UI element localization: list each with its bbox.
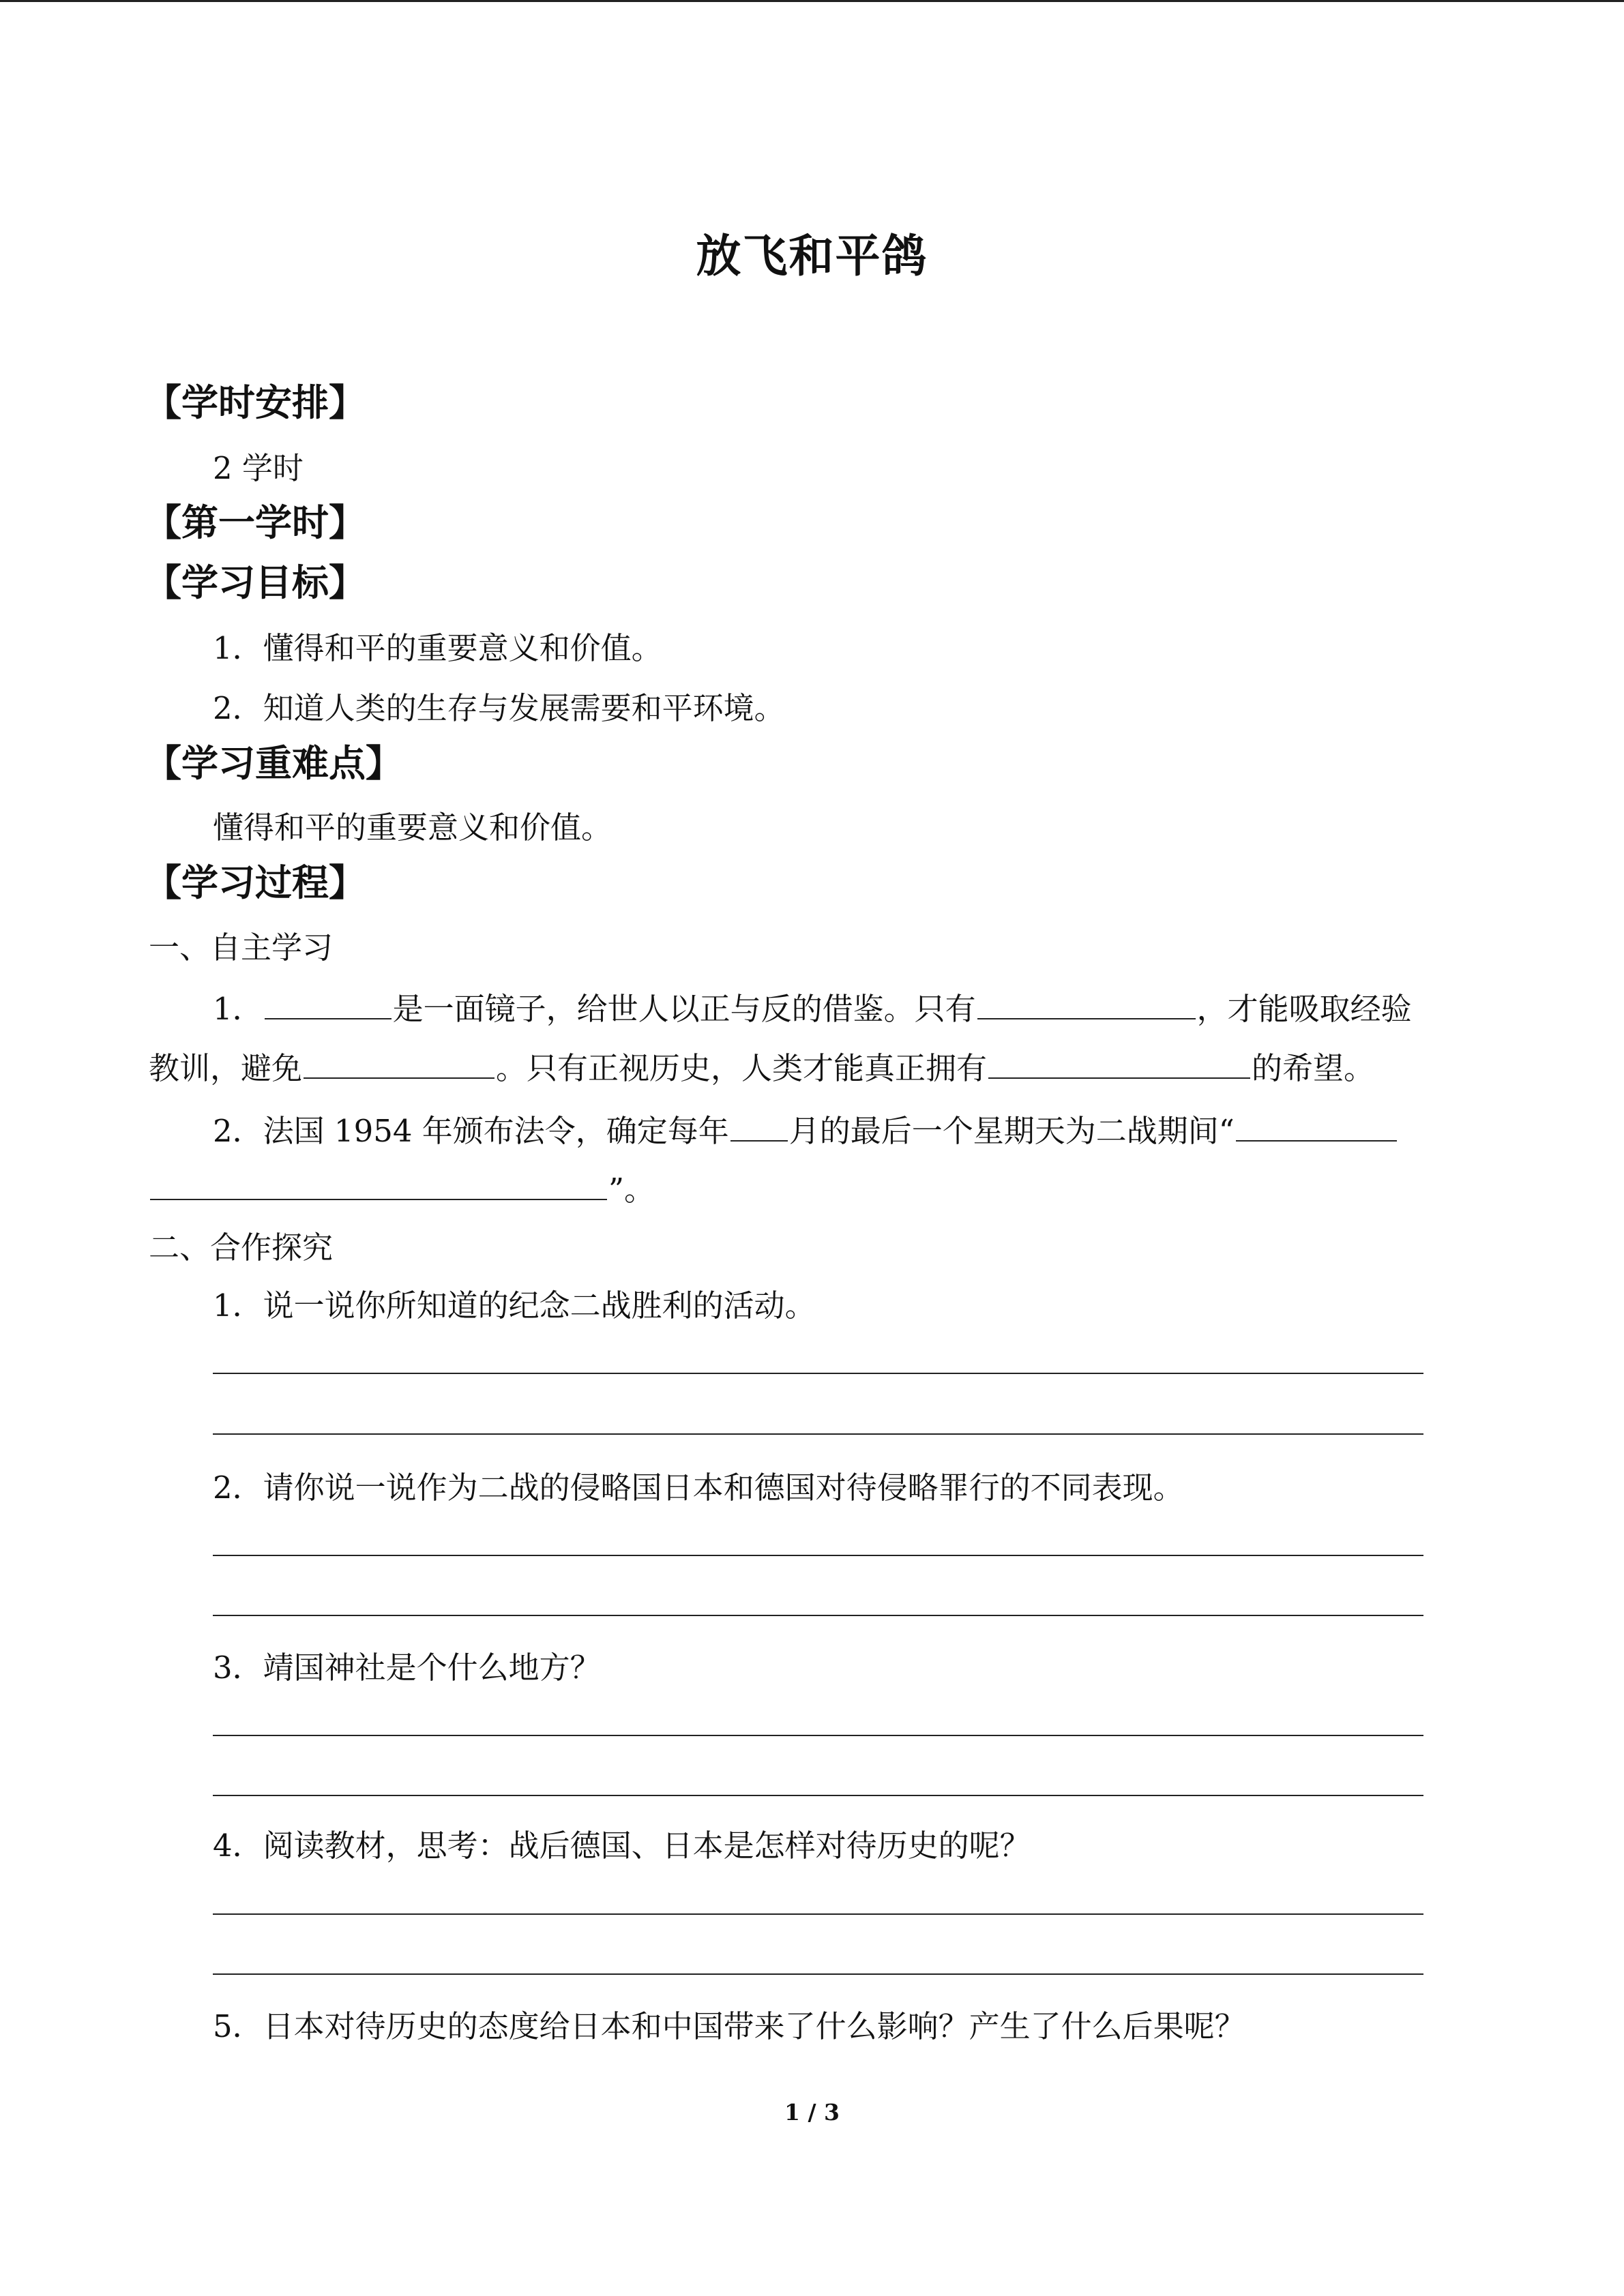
question-text: 的希望。 <box>1252 1050 1375 1086</box>
answer-line[interactable] <box>213 1615 1423 1616</box>
fill-question-1-line-2 <box>149 1043 1374 1088</box>
document-title: 放飞和平鸽 <box>696 229 928 282</box>
discussion-question: 3．靖国神社是个什么地方？ <box>213 1650 601 1686</box>
answer-line[interactable] <box>213 1433 1423 1435</box>
answer-line[interactable] <box>213 1735 1423 1736</box>
answer-line[interactable] <box>213 1795 1423 1796</box>
fill-question-2-line-2 <box>149 1165 655 1209</box>
discussion-question: 1．说一说你所知道的纪念二战胜利的活动。 <box>213 1287 816 1324</box>
page-number: 1 / 3 <box>784 2099 840 2126</box>
fill-blank[interactable] <box>1236 1114 1397 1142</box>
fill-blank[interactable] <box>977 992 1196 1019</box>
top-border <box>0 0 1624 2</box>
key-points-heading: 【学习重难点】 <box>145 741 402 785</box>
discussion-question: 2．请你说一说作为二战的侵略国日本和德国对待侵略罪行的不同表现。 <box>213 1470 1184 1506</box>
fill-blank[interactable] <box>150 1173 607 1200</box>
first-lesson-heading: 【第一学时】 <box>145 501 366 544</box>
discussion-question: 4．阅读教材，思考：战后德国、日本是怎样对待历史的呢？ <box>213 1828 1031 1864</box>
objectives-heading: 【学习目标】 <box>145 561 366 604</box>
fill-blank[interactable] <box>304 1052 494 1079</box>
fill-question-2-line-1 <box>213 1106 1398 1150</box>
question-text: 是一面镜子，给世人以正与反的借鉴。只有 <box>392 991 976 1027</box>
key-points-text: 懂得和平的重要意义和价值。 <box>213 809 612 846</box>
schedule-heading: 【学时安排】 <box>145 381 366 424</box>
section-self-study-title: 一、自主学习 <box>149 929 334 966</box>
answer-line[interactable] <box>213 1555 1423 1556</box>
fill-question-1-line-1 <box>213 984 1412 1028</box>
discussion-question: 5．日本对待历史的态度给日本和中国带来了什么影响？产生了什么后果呢？ <box>213 2008 1245 2044</box>
question-text: 2．法国 1954 年颁布法令，确定每年 <box>213 1113 729 1149</box>
schedule-value: 2 学时 <box>213 450 304 486</box>
answer-line[interactable] <box>213 1373 1423 1374</box>
objective-item: 1．懂得和平的重要意义和价值。 <box>213 630 662 666</box>
answer-line[interactable] <box>213 1973 1423 1975</box>
section-cooperative-title: 二、合作探究 <box>149 1229 334 1266</box>
question-text: 月的最后一个星期天为二战期间“ <box>788 1113 1235 1149</box>
objective-item: 2．知道人类的生存与发展需要和平环境。 <box>213 690 785 726</box>
fill-blank[interactable] <box>265 992 392 1019</box>
fill-blank[interactable] <box>988 1052 1250 1079</box>
answer-line[interactable] <box>213 1913 1423 1915</box>
question-text: ”。 <box>608 1172 655 1208</box>
question-number: 1． <box>213 991 263 1027</box>
fill-blank[interactable] <box>730 1114 788 1142</box>
question-text: 教训，避免 <box>149 1050 303 1086</box>
question-text: ，才能吸取经验 <box>1196 991 1412 1027</box>
process-heading: 【学习过程】 <box>145 861 366 904</box>
question-text: 。只有正视历史，人类才能真正拥有 <box>496 1050 988 1086</box>
